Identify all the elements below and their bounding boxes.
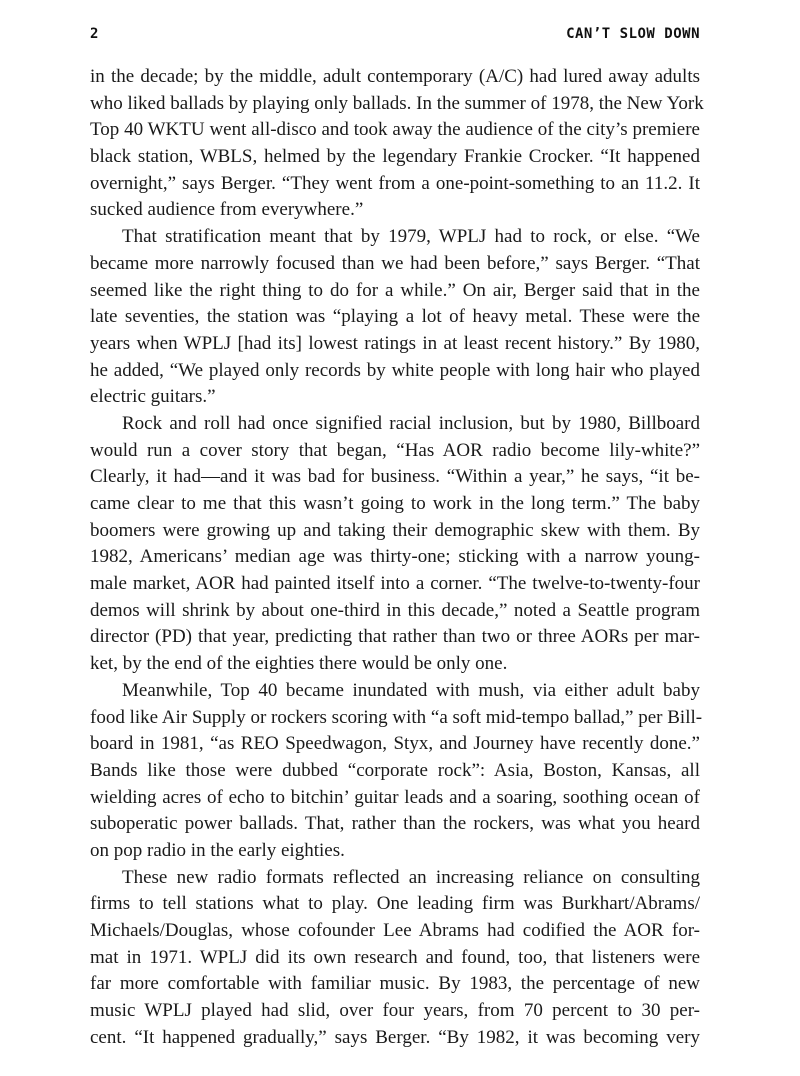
text-line: These new radio formats reflected an increasing reliance on consulting xyxy=(122,866,700,888)
text-line: far more comfortable with familiar music. By 1983, the percentage of new xyxy=(90,973,700,995)
text-line: director (PD) that year, predicting that rather than two or three AORs per mar- xyxy=(90,626,700,648)
text-line: Rock and roll had once signified racial inclusion, but by 1980, Billboard xyxy=(122,412,700,434)
text-line: 1982, Americans’ median age was thirty-one; sticking with a narrow young- xyxy=(90,546,700,568)
text-line: suboperatic power ballads. That, rather than the rockers, was what you heard xyxy=(90,813,700,835)
text-line: music WPLJ played had slid, over four years, from 70 percent to 30 per- xyxy=(90,1000,700,1022)
text-line: Top 40 WKTU went all-disco and took away the audience of the city’s premiere xyxy=(90,119,700,141)
text-line: Meanwhile, Top 40 became inundated with mush, via either adult baby xyxy=(122,679,700,701)
text-line: would run a cover story that began, “Has AOR radio become lily-white?” xyxy=(90,439,700,461)
text-line: in the decade; by the middle, adult contemporary (A/C) had lured away adults xyxy=(90,66,700,87)
body-text xyxy=(90,64,704,1051)
text-line: firms to tell stations what to play. One leading firm was Burkhart/Abrams/ xyxy=(90,893,700,915)
text-line: on pop radio in the early eighties. xyxy=(90,839,345,861)
text-line: came clear to me that this wasn’t going to work in the long term.” The baby xyxy=(90,493,700,514)
text-line: he added, “We played only records by white people with long hair who played xyxy=(90,359,700,381)
text-line: ket, by the end of the eighties there would be only one. xyxy=(90,653,508,675)
text-line: mat in 1971. WPLJ did its own research and found, too, that listeners were xyxy=(90,946,700,968)
text-line: sucked audience from everywhere.” xyxy=(90,199,364,221)
text-line: late seventies, the station was “playing a lot of heavy metal. These were the xyxy=(90,306,700,328)
text-line: boomers were growing up and taking their demographic skew with them. By xyxy=(90,519,700,541)
page-number: 2 xyxy=(90,26,99,42)
text-line: male market, AOR had painted itself into a corner. “The twelve-to-twenty-four xyxy=(90,573,700,595)
text-line: overnight,” says Berger. “They went from a one-point-something to an 11.2. It xyxy=(90,172,700,194)
text-line: Bands like those were dubbed “corporate rock”: Asia, Boston, Kansas, all xyxy=(90,759,700,781)
text-line: That stratification meant that by 1979, WPLJ had to rock, or else. “We xyxy=(122,226,700,248)
text-line: wielding acres of echo to bitchin’ guitar leads and a soaring, soothing ocean of xyxy=(90,786,700,808)
text-line: demos will shrink by about one-third in this decade,” noted a Seattle program xyxy=(90,599,700,621)
text-line: food like Air Supply or rockers scoring with “a soft mid-tempo ballad,” per Bill- xyxy=(90,706,703,728)
text-line: Clearly, it had—and it was bad for business. “Within a year,” he says, “it be- xyxy=(90,466,700,488)
text-line: became more narrowly focused than we had been before,” says Berger. “That xyxy=(90,252,700,274)
text-line: cent. “It happened gradually,” says Berger. “By 1982, it was becoming very xyxy=(90,1026,700,1048)
book-title: CAN’T SLOW DOWN xyxy=(566,26,700,42)
running-head xyxy=(90,26,700,48)
text-line: Michaels/Douglas, whose cofounder Lee Abrams had codified the AOR for- xyxy=(90,920,700,941)
text-line: electric guitars.” xyxy=(90,386,216,408)
text-line: black station, WBLS, helmed by the legendary Frankie Crocker. “It happened xyxy=(90,146,700,168)
text-line: years when WPLJ [had its] lowest ratings in at least recent history.” By 1980, xyxy=(90,332,700,354)
text-line: seemed like the right thing to do for a while.” On air, Berger said that in the xyxy=(90,279,700,301)
text-line: who liked ballads by playing only ballads. In the summer of 1978, the New York xyxy=(90,92,704,114)
text-line: board in 1981, “as REO Speedwagon, Styx, and Journey have recently done.” xyxy=(90,733,700,755)
